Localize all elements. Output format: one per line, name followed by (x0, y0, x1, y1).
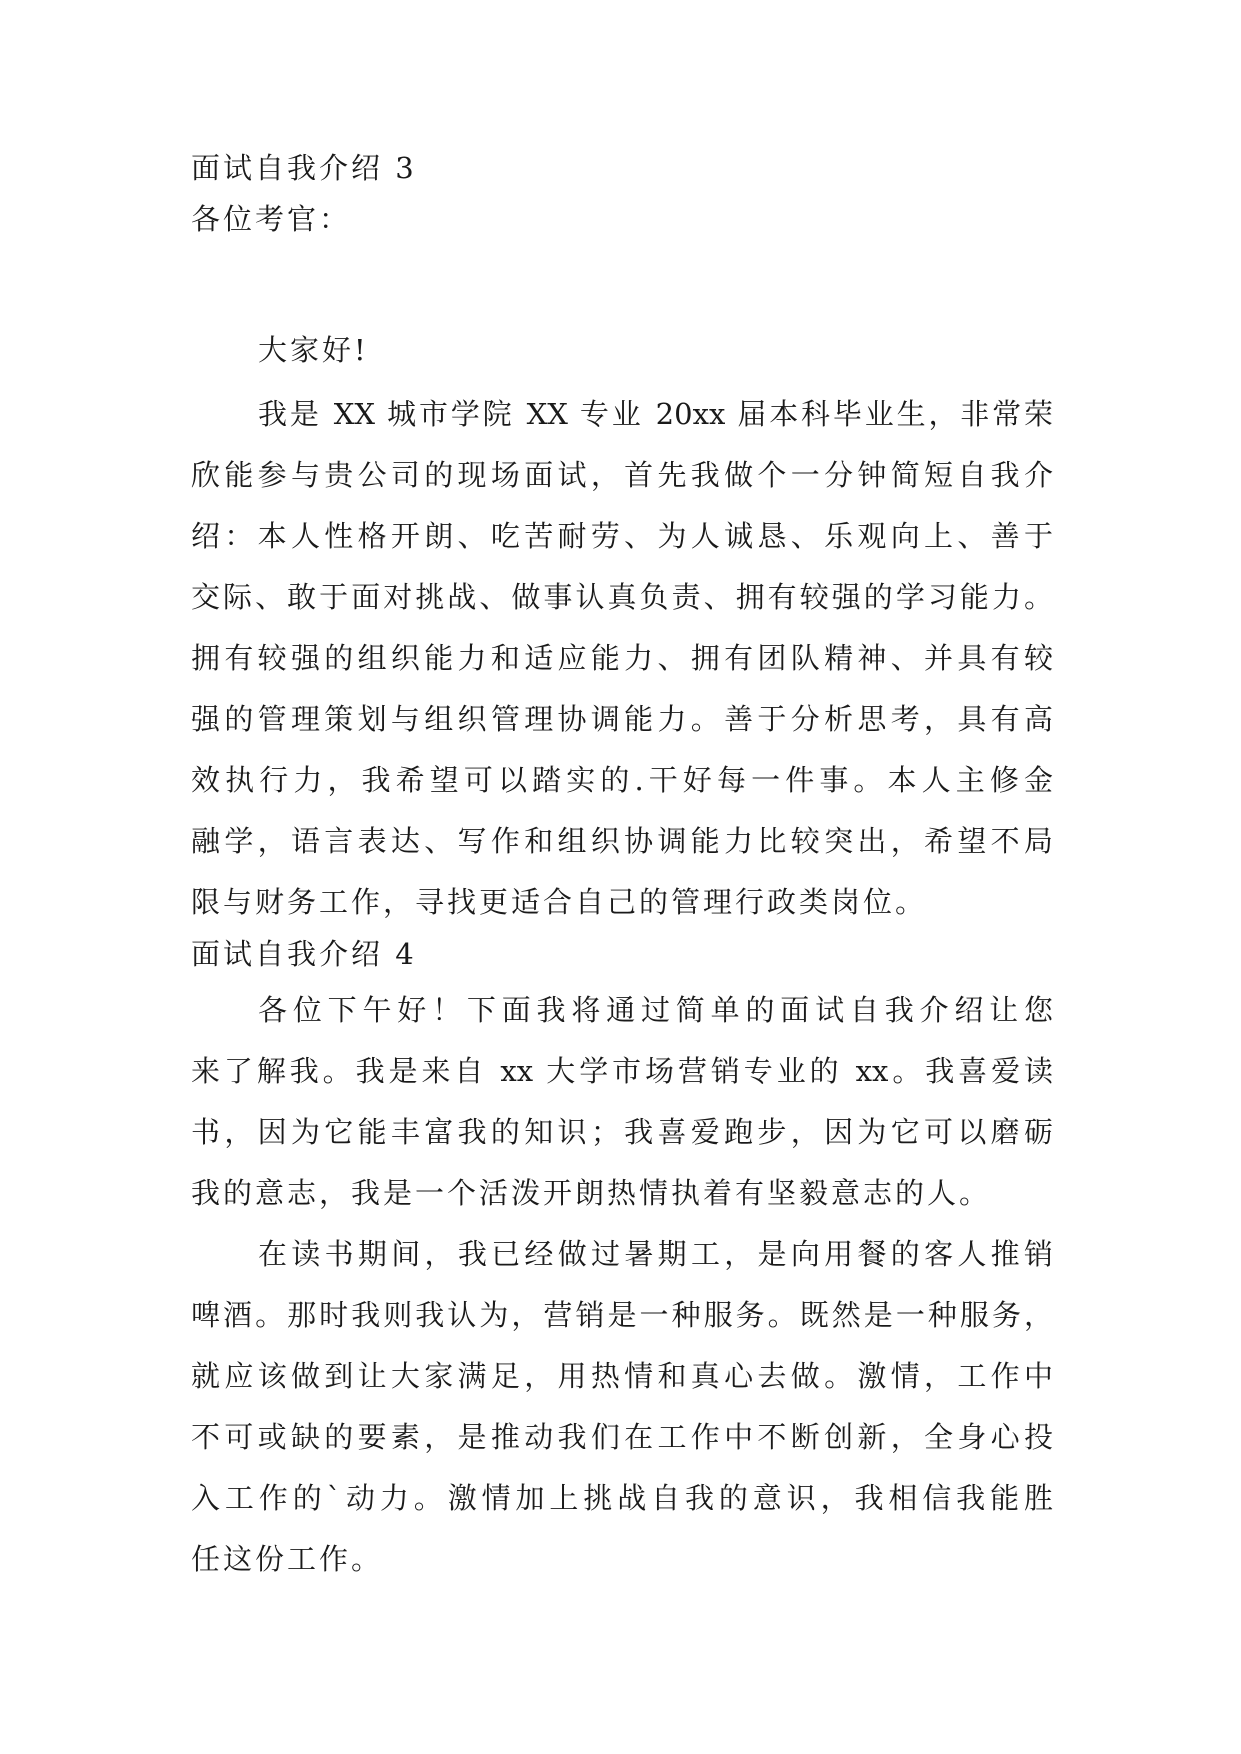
salutation: 各位考官： (191, 202, 352, 236)
paragraph-line: 我是 XX 城市学院 XX 专业 20xx 届本科毕业生，非常荣 (258, 397, 1053, 431)
paragraph-line: 效执行力，我希望可以踏实的.干好每一件事。本人主修金 (191, 763, 1053, 797)
paragraph-line: 拥有较强的组织能力和适应能力、拥有团队精神、并具有较 (191, 641, 1053, 675)
paragraph-line: 限与财务工作，寻找更适合自己的管理行政类岗位。 (191, 885, 928, 919)
paragraph-line: 啤酒。那时我则我认为，营销是一种服务。既然是一种服务， (191, 1298, 1053, 1332)
paragraph-line: 来了解我。我是来自 xx 大学市场营销专业的 xx。我喜爱读 (191, 1054, 1053, 1088)
paragraph-line: 在读书期间，我已经做过暑期工，是向用餐的客人推销 (258, 1237, 1053, 1271)
paragraph-line: 不可或缺的要素，是推动我们在工作中不断创新，全身心投 (191, 1420, 1053, 1454)
paragraph-line: 强的管理策划与组织管理协调能力。善于分析思考，具有高 (191, 702, 1053, 736)
paragraph-line: 我的意志，我是一个活泼开朗热情执着有坚毅意志的人。 (191, 1176, 992, 1210)
paragraph-line: 欣能参与贵公司的现场面试，首先我做个一分钟简短自我介 (191, 458, 1053, 492)
section-4-title: 面试自我介绍 4 (191, 937, 417, 971)
paragraph-line: 交际、敢于面对挑战、做事认真负责、拥有较强的学习能力。 (191, 580, 1053, 614)
greeting: 大家好! (258, 333, 369, 367)
paragraph-line: 就应该做到让大家满足，用热情和真心去做。激情，工作中 (191, 1359, 1053, 1393)
paragraph-line: 各位下午好！下面我将通过简单的面试自我介绍让您 (258, 993, 1053, 1027)
paragraph-line: 入工作的`动力。激情加上挑战自我的意识，我相信我能胜 (191, 1481, 1053, 1515)
paragraph-line: 绍：本人性格开朗、吃苦耐劳、为人诚恳、乐观向上、善于 (191, 519, 1053, 553)
paragraph-line: 融学，语言表达、写作和组织协调能力比较突出，希望不局 (191, 824, 1053, 858)
section-3-title: 面试自我介绍 3 (191, 151, 417, 185)
paragraph-line: 任这份工作。 (191, 1542, 384, 1576)
paragraph-line: 书，因为它能丰富我的知识；我喜爱跑步，因为它可以磨砺 (191, 1115, 1053, 1149)
